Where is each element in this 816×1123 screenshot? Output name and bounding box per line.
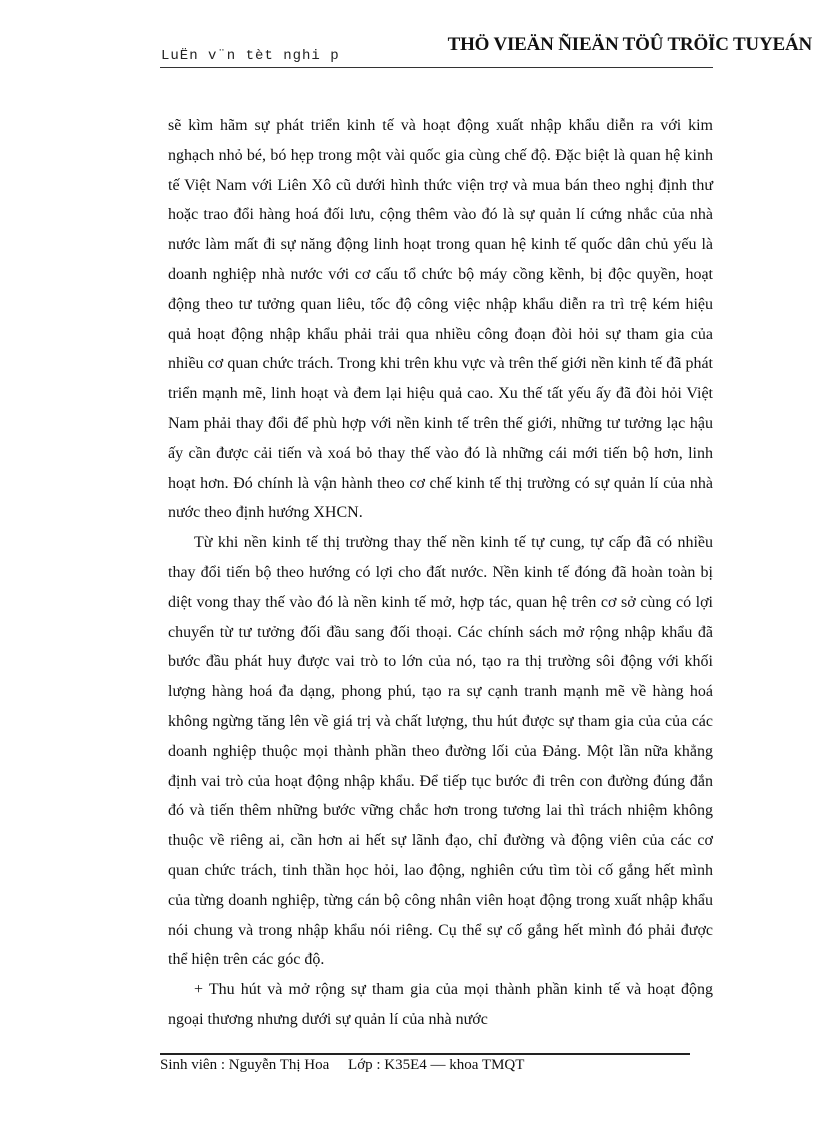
footer-divider [160, 1053, 690, 1055]
header-thesis-label: LuËn v¨n tèt nghi p [161, 48, 340, 64]
document-body [168, 111, 713, 1035]
paragraph-2: Từ khi nền kinh tế thị trường thay thế nền kinh tế tự cung, tự cấp đã có nhiều thay đổi tiến bộ theo hướng có lợi cho đất nước. Nền kinh tế đóng đã hoàn toàn bị diệt vong thay thế vào đó là nền kinh tế mở, hợp tác, quan hệ trên cơ sở cùng có lợi chuyển từ tư tưởng đối đầu sang đối thoại. Các chính sách mở rộng nhập khẩu đã bước đầu phát huy được vai trò to lớn của nó, tạo ra thị trường sôi động với khối lượng hàng hoá đa dạng, phong phú, tạo ra sự cạnh tranh mạnh mẽ về hàng hoá không ngừng tăng lên về giá trị và chất lượng, thu hút được sự tham gia của của các doanh nghiệp thuộc mọi thành phần theo đường lối của Đảng. Một lần nữa khẳng định vai trò của hoạt động nhập khẩu. Để tiếp tục bước đi trên con đường đúng đắn đó và tiến thêm những bước vững chắc hơn trong tương lai thì trách nhiệm không thuộc về riêng ai, cần hơn ai hết sự lãnh đạo, chỉ đường và động viên của các cơ quan chức trách, tinh thần học hỏi, lao động, nghiên cứu tìm tòi cố gắng hết mình của từng doanh nghiệp, từng cán bộ công nhân viên hoạt động trong xuất nhập khẩu nói chung và trong nhập khẩu nói riêng. Cụ thể sự cố gắng hết mình đó phải được thể hiện trên các góc độ. [168, 534, 713, 969]
paragraph-3: + Thu hút và mở rộng sự tham gia của mọi thành phần kinh tế và hoạt động ngoại thương nhưng dưới sự quản lí của nhà nước [168, 981, 713, 1028]
footer-student-info: Sinh viên : Nguyễn Thị Hoa Lớp : K35E4 — khoa TMQT [160, 1057, 525, 1073]
paragraph-1: sẽ kìm hãm sự phát triển kinh tế và hoạt động xuất nhập khẩu diễn ra với kim nghạch nhỏ bé, bó hẹp trong một vài quốc gia cùng chế độ. Đặc biệt là quan hệ kinh tế Việt Nam với Liên Xô cũ dưới hình thức viện trợ và mua bán theo nghị định thư hoặc trao đổi hàng hoá đối lưu, cộng thêm vào đó là sự quản lí cứng nhắc của nhà nước làm mất đi sự năng động linh hoạt trong quan hệ kinh tế quốc dân chủ yếu là doanh nghiệp nhà nước với cơ cấu tổ chức bộ máy cồng kềnh, bị độc quyền, hoạt động theo tư tưởng quan liêu, tốc độ công việc nhập khẩu diễn ra trì trệ kém hiệu quả hoạt động nhập khẩu phải trải qua nhiều công đoạn đòi hỏi sự tham gia của nhiều cơ quan chức trách. Trong khi trên khu vực và trên thế giới nền kinh tế đã phát triển mạnh mẽ, linh hoạt và đem lại hiệu quả cao. Xu thế tất yếu ấy đã đòi hỏi Việt Nam phải thay đổi để phù hợp với nền kinh tế trên thế giới, những tư tưởng lạc hậu ấy cần được cải tiến và xoá bỏ thay thế vào đó là những cái mới tiến bộ hơn, linh hoạt hơn. Đó chính là vận hành theo cơ chế kinh tế thị trường có sự quản lí của nhà nước theo định hướng XHCN. [168, 117, 713, 522]
header-divider [160, 67, 713, 68]
header-library-title: THÖ VIEÄN ÑIEÄN TÖÛ TRÖÏC TUYEÁN [447, 34, 812, 55]
